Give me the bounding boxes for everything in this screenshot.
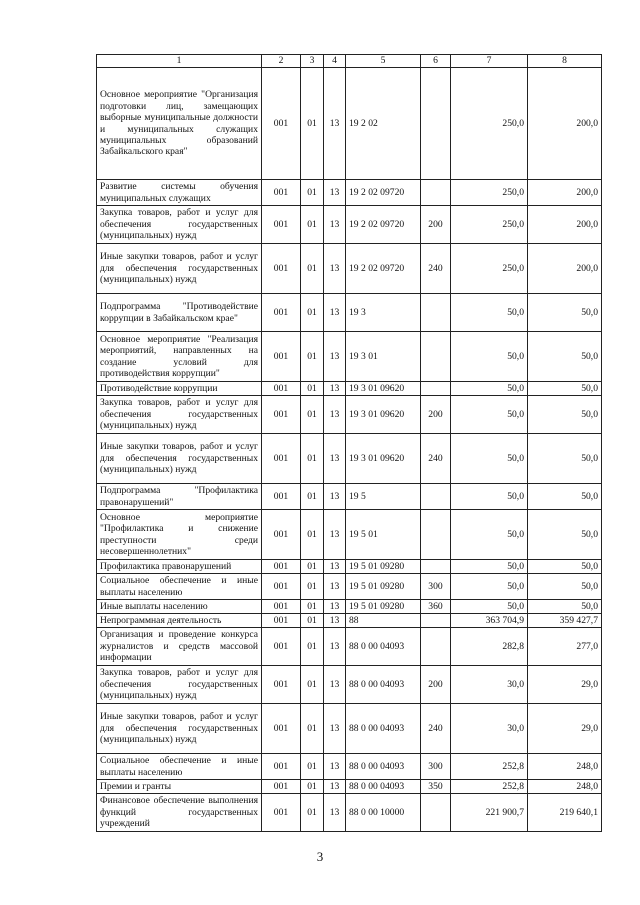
section-cell: 01 [301,666,324,704]
row-name-cell: Профилактика правонарушений [97,560,262,574]
amount-col8-cell: 50,0 [528,560,602,574]
row-name-cell: Закупка товаров, работ и услуг для обеспечения государственных (муниципальных) нужд [97,206,262,244]
section-cell: 01 [301,180,324,206]
subsection-cell: 13 [324,68,346,180]
row-name-cell: Основное мероприятие "Реализация мероприятий, направленных на создание условий для противодействия коррупции" [97,332,262,382]
table-row [97,68,602,180]
expense-type-cell: 240 [421,704,451,754]
expense-type-cell [421,484,451,510]
row-name-cell: Основное мероприятие "Профилактика и снижение преступности среди несовершеннолетних" [97,510,262,560]
budget-table [96,54,602,832]
subsection-cell: 13 [324,794,346,832]
header-cell: 5 [346,55,421,68]
admin-code-cell: 001 [262,510,301,560]
expense-type-cell [421,180,451,206]
header-cell: 6 [421,55,451,68]
table-row [97,780,602,794]
section-cell: 01 [301,484,324,510]
table-row [97,600,602,614]
admin-code-cell: 001 [262,794,301,832]
row-name-cell: Иные выплаты населению [97,600,262,614]
admin-code-cell: 001 [262,574,301,600]
amount-col8-cell: 29,0 [528,704,602,754]
target-article-cell: 19 3 [346,294,421,332]
table-row [97,244,602,294]
subsection-cell: 13 [324,332,346,382]
target-article-cell: 88 0 00 10000 [346,794,421,832]
expense-type-cell [421,294,451,332]
table-header-row [97,55,602,68]
row-name-cell: Закупка товаров, работ и услуг для обеспечения государственных (муниципальных) нужд [97,396,262,434]
admin-code-cell: 001 [262,434,301,484]
row-name-cell: Иные закупки товаров, работ и услуг для обеспечения государственных (муниципальных) нужд [97,434,262,484]
row-name-cell: Основное мероприятие "Организация подготовки лиц, замещающих выборные муниципальные должности и муниципальных служащих муниципальных образований Забайкальского края" [97,68,262,180]
table-row [97,382,602,396]
admin-code-cell: 001 [262,332,301,382]
header-cell: 2 [262,55,301,68]
amount-col7-cell: 252,8 [451,780,528,794]
section-cell: 01 [301,244,324,294]
page-number: 3 [316,849,324,864]
expense-type-cell [421,614,451,628]
section-cell: 01 [301,614,324,628]
admin-code-cell: 001 [262,600,301,614]
target-article-cell: 19 5 01 [346,510,421,560]
admin-code-cell: 001 [262,294,301,332]
section-cell: 01 [301,754,324,780]
target-article-cell: 19 2 02 [346,68,421,180]
table-row [97,180,602,206]
table-row [97,510,602,560]
row-name-cell: Финансовое обеспечение выполнения функций государственных учреждений [97,794,262,832]
amount-col8-cell: 200,0 [528,68,602,180]
row-name-cell: Иные закупки товаров, работ и услуг для обеспечения государственных (муниципальных) нужд [97,704,262,754]
subsection-cell: 13 [324,180,346,206]
table-row [97,666,602,704]
admin-code-cell: 001 [262,704,301,754]
section-cell: 01 [301,206,324,244]
subsection-cell: 13 [324,484,346,510]
amount-col7-cell: 250,0 [451,68,528,180]
expense-type-cell: 350 [421,780,451,794]
section-cell: 01 [301,628,324,666]
amount-col7-cell: 250,0 [451,244,528,294]
expense-type-cell: 240 [421,244,451,294]
section-cell: 01 [301,780,324,794]
subsection-cell: 13 [324,704,346,754]
amount-col7-cell: 50,0 [451,382,528,396]
target-article-cell: 19 2 02 09720 [346,180,421,206]
target-article-cell: 19 3 01 09620 [346,396,421,434]
amount-col7-cell: 30,0 [451,704,528,754]
target-article-cell: 19 3 01 09620 [346,434,421,484]
expense-type-cell: 300 [421,754,451,780]
subsection-cell: 13 [324,600,346,614]
subsection-cell: 13 [324,382,346,396]
table-row [97,754,602,780]
row-name-cell: Организация и проведение конкурса журналистов и средств массовой информации [97,628,262,666]
row-name-cell: Подпрограмма "Противодействие коррупции в Забайкальском крае" [97,294,262,332]
section-cell: 01 [301,68,324,180]
section-cell: 01 [301,510,324,560]
amount-col8-cell: 50,0 [528,382,602,396]
subsection-cell: 13 [324,780,346,794]
section-cell: 01 [301,396,324,434]
budget-table-container [96,54,601,832]
amount-col8-cell: 200,0 [528,180,602,206]
admin-code-cell: 001 [262,754,301,780]
amount-col7-cell: 50,0 [451,510,528,560]
row-name-cell: Социальное обеспечение и иные выплаты населению [97,574,262,600]
amount-col8-cell: 50,0 [528,434,602,484]
admin-code-cell: 001 [262,780,301,794]
section-cell: 01 [301,600,324,614]
amount-col8-cell: 29,0 [528,666,602,704]
subsection-cell: 13 [324,574,346,600]
subsection-cell: 13 [324,206,346,244]
subsection-cell: 13 [324,294,346,332]
subsection-cell: 13 [324,560,346,574]
table-row [97,574,602,600]
header-cell: 4 [324,55,346,68]
subsection-cell: 13 [324,396,346,434]
amount-col8-cell: 248,0 [528,754,602,780]
table-row [97,614,602,628]
table-row [97,294,602,332]
section-cell: 01 [301,560,324,574]
target-article-cell: 88 0 00 04093 [346,780,421,794]
admin-code-cell: 001 [262,244,301,294]
row-name-cell: Развитие системы обучения муниципальных служащих [97,180,262,206]
subsection-cell: 13 [324,754,346,780]
table-row [97,704,602,754]
target-article-cell: 19 5 [346,484,421,510]
amount-col8-cell: 219 640,1 [528,794,602,832]
amount-col7-cell: 50,0 [451,484,528,510]
section-cell: 01 [301,794,324,832]
amount-col7-cell: 50,0 [451,560,528,574]
amount-col8-cell: 200,0 [528,244,602,294]
amount-col8-cell: 50,0 [528,294,602,332]
expense-type-cell: 200 [421,666,451,704]
section-cell: 01 [301,704,324,754]
admin-code-cell: 001 [262,382,301,396]
section-cell: 01 [301,382,324,396]
admin-code-cell: 001 [262,666,301,704]
amount-col7-cell: 50,0 [451,396,528,434]
subsection-cell: 13 [324,666,346,704]
expense-type-cell [421,794,451,832]
admin-code-cell: 001 [262,560,301,574]
table-row [97,206,602,244]
admin-code-cell: 001 [262,614,301,628]
section-cell: 01 [301,574,324,600]
subsection-cell: 13 [324,244,346,294]
row-name-cell: Непрограммная деятельность [97,614,262,628]
target-article-cell: 19 5 01 09280 [346,560,421,574]
amount-col7-cell: 50,0 [451,434,528,484]
amount-col7-cell: 363 704,9 [451,614,528,628]
amount-col8-cell: 50,0 [528,600,602,614]
header-cell: 1 [97,55,262,68]
expense-type-cell: 240 [421,434,451,484]
target-article-cell: 88 0 00 04093 [346,754,421,780]
expense-type-cell [421,560,451,574]
subsection-cell: 13 [324,628,346,666]
expense-type-cell: 200 [421,206,451,244]
amount-col7-cell: 50,0 [451,600,528,614]
target-article-cell: 88 0 00 04093 [346,666,421,704]
row-name-cell: Подпрограмма "Профилактика правонарушений" [97,484,262,510]
header-cell: 7 [451,55,528,68]
target-article-cell: 19 3 01 09620 [346,382,421,396]
target-article-cell: 19 2 02 09720 [346,206,421,244]
admin-code-cell: 001 [262,206,301,244]
amount-col8-cell: 359 427,7 [528,614,602,628]
table-row [97,628,602,666]
expense-type-cell [421,510,451,560]
row-name-cell: Закупка товаров, работ и услуг для обеспечения государственных (муниципальных) нужд [97,666,262,704]
table-row [97,794,602,832]
expense-type-cell: 300 [421,574,451,600]
expense-type-cell [421,68,451,180]
table-row [97,332,602,382]
amount-col7-cell: 250,0 [451,180,528,206]
amount-col8-cell: 248,0 [528,780,602,794]
header-cell: 3 [301,55,324,68]
section-cell: 01 [301,434,324,484]
amount-col7-cell: 30,0 [451,666,528,704]
amount-col8-cell: 50,0 [528,510,602,560]
amount-col8-cell: 50,0 [528,396,602,434]
target-article-cell: 19 2 02 09720 [346,244,421,294]
amount-col7-cell: 50,0 [451,294,528,332]
section-cell: 01 [301,332,324,382]
row-name-cell: Противодействие коррупции [97,382,262,396]
amount-col7-cell: 252,8 [451,754,528,780]
row-name-cell: Премии и гранты [97,780,262,794]
row-name-cell: Иные закупки товаров, работ и услуг для обеспечения государственных (муниципальных) нужд [97,244,262,294]
target-article-cell: 19 5 01 09280 [346,600,421,614]
amount-col7-cell: 282,8 [451,628,528,666]
amount-col8-cell: 50,0 [528,574,602,600]
expense-type-cell [421,382,451,396]
target-article-cell: 88 0 00 04093 [346,704,421,754]
subsection-cell: 13 [324,614,346,628]
target-article-cell: 19 5 01 09280 [346,574,421,600]
section-cell: 01 [301,294,324,332]
expense-type-cell [421,628,451,666]
expense-type-cell: 360 [421,600,451,614]
amount-col7-cell: 250,0 [451,206,528,244]
amount-col7-cell: 50,0 [451,332,528,382]
amount-col8-cell: 50,0 [528,484,602,510]
admin-code-cell: 001 [262,628,301,666]
amount-col8-cell: 277,0 [528,628,602,666]
table-row [97,484,602,510]
table-row [97,396,602,434]
amount-col7-cell: 221 900,7 [451,794,528,832]
amount-col8-cell: 200,0 [528,206,602,244]
admin-code-cell: 001 [262,396,301,434]
table-row [97,560,602,574]
admin-code-cell: 001 [262,68,301,180]
amount-col8-cell: 50,0 [528,332,602,382]
subsection-cell: 13 [324,434,346,484]
admin-code-cell: 001 [262,484,301,510]
target-article-cell: 88 0 00 04093 [346,628,421,666]
amount-col7-cell: 50,0 [451,574,528,600]
target-article-cell: 19 3 01 [346,332,421,382]
subsection-cell: 13 [324,510,346,560]
row-name-cell: Социальное обеспечение и иные выплаты населению [97,754,262,780]
expense-type-cell: 200 [421,396,451,434]
expense-type-cell [421,332,451,382]
table-row [97,434,602,484]
admin-code-cell: 001 [262,180,301,206]
header-cell: 8 [528,55,602,68]
target-article-cell: 88 [346,614,421,628]
